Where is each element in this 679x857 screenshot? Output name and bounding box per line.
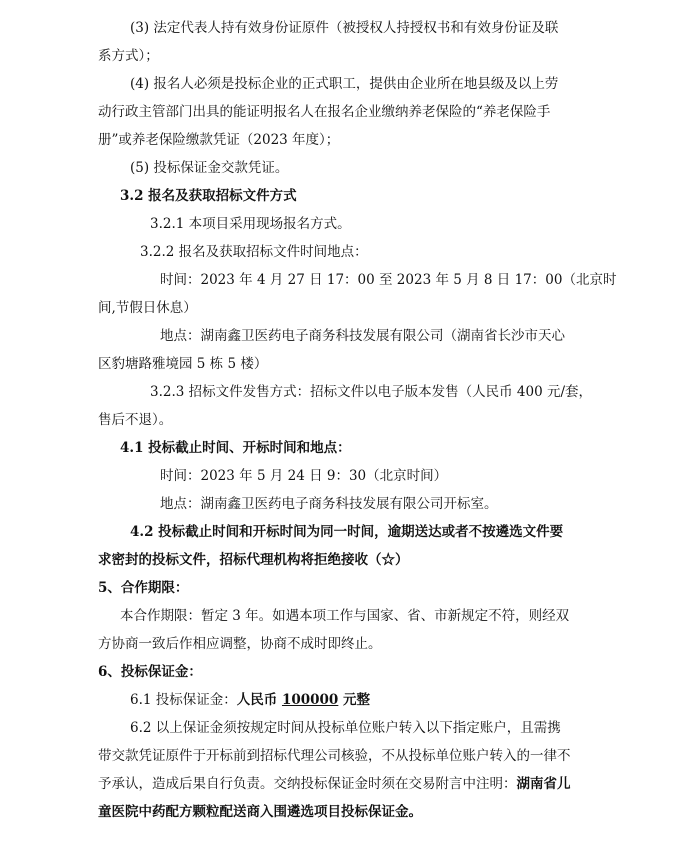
text-run: 100000 [281,692,339,708]
text-run: 时间：2023 年 4 月 27 日 17：00 至 2023 年 5 月 8 日 17：00（北京时 [160,272,617,288]
text-run: 时间：2023 年 5 月 24 日 9：30（北京时间） [160,468,448,484]
text-line-29 [0,802,679,822]
text-line-25 [0,690,679,710]
text-line-6 [0,158,679,178]
text-line-27 [0,746,679,766]
text-run: 6.1 投标保证金： [130,692,237,708]
text-line-3 [0,74,679,94]
text-line-14 [0,382,679,402]
text-line-13 [0,354,679,374]
text-line-20 [0,550,679,570]
text-run: 予承认，造成后果自行负责。交纳投标保证金时须在交易附言中注明： [98,776,517,792]
text-line-22 [0,606,679,626]
text-run: (3) 法定代表人持有效身份证原件（被授权人持授权书和有效身份证及联 [130,20,559,36]
text-run: 3.2 报名及获取招标文件方式 [120,188,297,204]
text-run: 册”或养老保险缴款凭证（2023 年度）； [98,132,340,148]
text-line-8 [0,214,679,234]
text-line-15 [0,410,679,430]
text-line-4 [0,102,679,122]
text-run: 方协商一致后作相应调整，协商不成时即终止。 [98,636,382,652]
text-line-23 [0,634,679,654]
text-line-24 [0,662,679,682]
text-run: 求密封的投标文件，招标代理机构将拒绝接收（☆） [98,552,409,568]
text-run: (5) 投标保证金交款凭证。 [130,160,289,176]
text-run: 元整 [338,692,371,708]
text-line-2 [0,46,679,66]
text-line-16 [0,438,679,458]
text-run: 湖南省儿 [516,776,571,792]
text-run: 系方式）； [98,48,159,64]
text-run: 间,节假日休息） [98,300,197,316]
text-line-7 [0,186,679,206]
text-run: 6、投标保证金： [98,664,202,680]
text-run: 地点：湖南鑫卫医药电子商务科技发展有限公司（湖南省长沙市天心 [160,328,565,344]
text-run: 3.2.2 报名及获取招标文件时间地点： [140,244,368,260]
text-run: 4.2 投标截止时间和开标时间为同一时间，逾期送达或者不按遴选文件要 [130,524,564,540]
text-run: 3.2.3 招标文件发售方式：招标文件以电子版本发售（人民币 400 元/套， [150,384,593,400]
text-run: 5、合作期限： [98,580,189,596]
text-line-10 [0,270,679,290]
text-run: 童医院中药配方颗粒配送商入围遴选项目投标保证金。 [98,804,422,820]
text-line-5 [0,130,679,150]
text-run: 动行政主管部门出具的能证明报名人在报名企业缴纳养老保险的“养老保险手 [98,104,551,120]
text-run: 地点：湖南鑫卫医药电子商务科技发展有限公司开标室。 [160,496,498,512]
text-run: 6.2 以上保证金须按规定时间从投标单位账户转入以下指定账户，且需携 [130,720,561,736]
text-line-1 [0,18,679,38]
text-line-18 [0,494,679,514]
text-line-11 [0,298,679,318]
text-line-17 [0,466,679,486]
text-line-26 [0,718,679,738]
text-run: (4) 报名人必须是投标企业的正式职工，提供由企业所在地县级及以上劳 [130,76,559,92]
text-line-19 [0,522,679,542]
text-line-12 [0,326,679,346]
text-run: 区豹塘路雅境园 5 栋 5 楼） [98,356,268,372]
text-run: 人民币 [236,692,282,708]
text-line-9 [0,242,679,262]
text-run: 本合作期限：暂定 3 年。如遇本项工作与国家、省、市新规定不符，则经双 [120,608,570,624]
text-run: 4.1 投标截止时间、开标时间和地点： [120,440,351,456]
text-run: 带交款凭证原件于开标前到招标代理公司核验，不从投标单位账户转入的一律不 [98,748,571,764]
text-run: 3.2.1 本项目采用现场报名方式。 [150,216,351,232]
text-line-28 [0,774,679,794]
text-line-21 [0,578,679,598]
text-run: 售后不退）。 [98,412,173,428]
